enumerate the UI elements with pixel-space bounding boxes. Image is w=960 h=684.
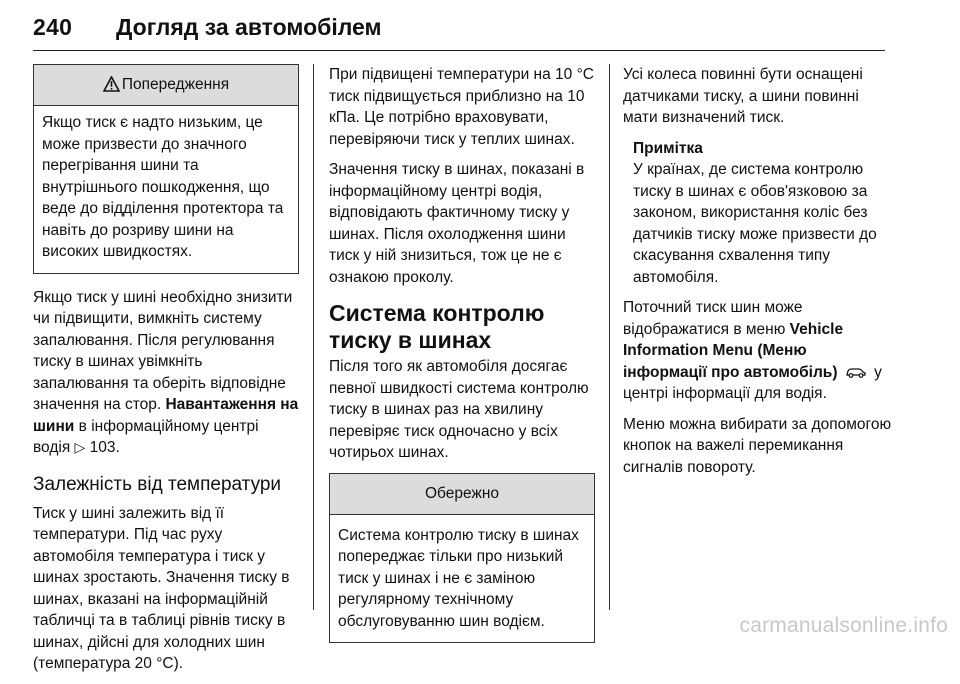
caution-box-header: Обережно bbox=[330, 474, 594, 515]
paragraph: Значення тиску в шинах, показані в інформаційному центрі водія, відповідають фактичному тиску у шинах. Після охолодження шини тиск у ній знизиться, тож це не є ознакою проколу. bbox=[329, 161, 585, 286]
caution-box bbox=[329, 473, 595, 644]
paragraph: Меню можна вибирати за допомогою кнопок на важелі перемикання сигналів повороту. bbox=[623, 415, 892, 476]
column-2 bbox=[329, 64, 595, 656]
paragraph: Після того як автомобіля досягає певної швидкості система контролю тиску в шинах раз на хвилину перевіряє тиск одночасно у всіх чотирьох шинах. bbox=[329, 358, 589, 461]
note-title: Примітка bbox=[633, 139, 703, 157]
paragraph: При підвищені температури на 10 °C тиск підвищується приблизно на 10 кПа. Це потрібно враховувати, перевіряючи тиск у теплих шинах. bbox=[329, 66, 594, 148]
paragraph: Тиск у шині залежить від її температури. Під час руху автомобіля температура і тиск у шинах зростають. Значення тиску в шинах, вказані на інформаційній табличці та в таблиці рівнів тиску в шинах, дійсні для холодних шин (температура 20 °C). bbox=[33, 504, 290, 672]
paragraph: Усі колеса повинні бути оснащені датчиками тиску, а шини повинні мати визначений тиск. bbox=[623, 66, 863, 126]
page-number: 240 bbox=[33, 14, 73, 40]
note-text: У країнах, де система контролю тиску в шинах є обов'язковою за законом, використання коліс без датчиків тиску може призвести до скасування схвалення типу автомобіля. bbox=[633, 161, 877, 286]
column-3 bbox=[623, 64, 893, 487]
warning-text: Якщо тиск є надто низьким, це може призвести до значного перегрівання шини та внутрішнього пошкодження, що веде до відділення протектора та навіть до розриву шини на високих швидкостях. bbox=[42, 114, 284, 260]
car-icon bbox=[845, 366, 867, 378]
section-heading: Залежність від температури bbox=[33, 473, 282, 495]
page-header bbox=[33, 8, 885, 51]
menu-name: Vehicle Information Menu (Меню інформації про автомобіль) bbox=[623, 320, 844, 381]
paragraph: Поточний тиск шин може відображатися в меню Vehicle Information Menu (Меню інформації про автомобіль) у центрі інформації для водія. bbox=[623, 299, 882, 402]
warning-box bbox=[33, 64, 299, 274]
warning-title: Попередження bbox=[121, 76, 230, 93]
watermark: carmanualsonline.info bbox=[739, 614, 948, 637]
column-divider bbox=[609, 64, 610, 610]
warning-triangle-icon bbox=[103, 76, 120, 92]
note-block bbox=[633, 138, 893, 289]
page-ref-arrow-icon: ▷ bbox=[74, 439, 86, 455]
warning-box-header bbox=[34, 65, 298, 106]
column-divider bbox=[313, 64, 314, 610]
caution-text: Система контролю тиску в шинах попереджає тільки про низький тиск у шинах і не є заміною регулярному технічному обслуговуванню шин водієм. bbox=[338, 526, 579, 630]
section-heading: Система контролю тиску в шинах bbox=[329, 300, 545, 353]
menu-name: Навантаження на шини bbox=[33, 396, 299, 435]
column-1 bbox=[33, 64, 299, 684]
paragraph: Якщо тиск у шині необхідно знизити чи підвищити, вимкніть систему запалювання. Після регулювання тиску в шинах увімкніть запалювання та оберіть відповідне значення на стор. Навантаження на шини в інформаційному центрі водія ▷ 103. bbox=[33, 288, 299, 456]
page-ref[interactable]: 103. bbox=[89, 439, 120, 456]
page-title: Догляд за автомобілем bbox=[116, 14, 382, 40]
